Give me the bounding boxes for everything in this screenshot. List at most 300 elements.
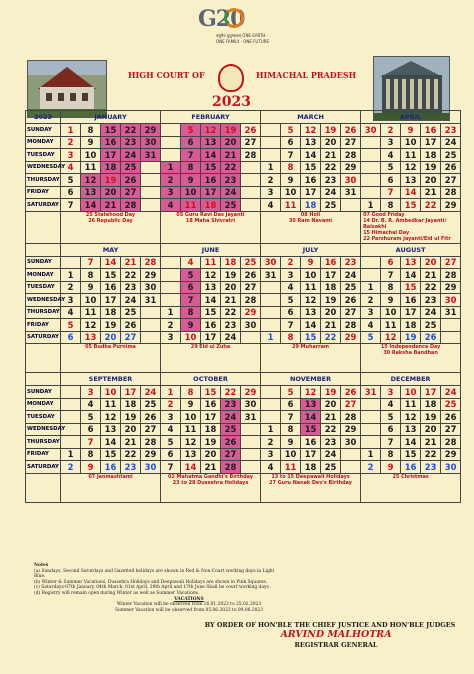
date-cell: 7 bbox=[281, 411, 301, 424]
date-cell: 1 bbox=[61, 448, 81, 461]
date-cell: 13 bbox=[401, 423, 421, 436]
date-cell: 6 bbox=[81, 423, 101, 436]
date-cell: 25 bbox=[221, 423, 241, 436]
date-cell: 19 bbox=[421, 161, 441, 174]
date-cell: 24 bbox=[121, 294, 141, 307]
date-cell: 29 bbox=[441, 281, 461, 294]
note-line: (a) Sundays, Second Saturdays and Gazetted holidays are shown in Red & Non-Court working days in Light Blue. bbox=[34, 568, 275, 580]
date-cell: 15 bbox=[401, 199, 421, 212]
date-cell: 23 bbox=[221, 398, 241, 411]
date-cell: 27 bbox=[441, 174, 461, 187]
date-cell: 10 bbox=[281, 186, 301, 199]
date-cell: 2 bbox=[61, 136, 81, 149]
date-cell: 19 bbox=[121, 411, 141, 424]
date-cell: 7 bbox=[181, 149, 201, 162]
week-day-row bbox=[26, 256, 461, 269]
date-cell: 9 bbox=[281, 174, 301, 187]
holiday-item: 22 Parshuram Jayanti/Eid ul Fitr bbox=[363, 236, 451, 243]
date-cell: 19 bbox=[321, 124, 341, 137]
date-cell: 1 bbox=[361, 281, 381, 294]
note-line: (c) Saturdays-07th January, 04th March, 01st April, 29th April and 17th June Shall be court working days . bbox=[34, 585, 272, 591]
date-cell: 19 bbox=[421, 411, 441, 424]
date-cell: 8 bbox=[81, 124, 101, 137]
date-cell: 5 bbox=[181, 269, 201, 282]
date-cell: 25 bbox=[121, 161, 141, 174]
date-cell: 5 bbox=[381, 161, 401, 174]
day-label: SUNDAY bbox=[26, 124, 61, 137]
date-cell: 13 bbox=[81, 331, 101, 344]
date-cell: 21 bbox=[201, 461, 221, 474]
holiday-item: 08 Holi bbox=[300, 211, 321, 218]
notes-title: Notes bbox=[34, 563, 49, 568]
date-cell: 22 bbox=[121, 269, 141, 282]
date-cell: 20 bbox=[201, 448, 221, 461]
date-cell: 12 bbox=[201, 269, 221, 282]
date-cell: 14 bbox=[401, 186, 421, 199]
calendar-year: 2023 bbox=[212, 94, 251, 110]
date-cell: 10 bbox=[281, 448, 301, 461]
date-cell: 9 bbox=[301, 256, 321, 269]
day-label: SATURDAY bbox=[26, 199, 61, 212]
date-cell: 7 bbox=[81, 256, 101, 269]
date-cell: 24 bbox=[121, 149, 141, 162]
day-label: MONDAY bbox=[26, 398, 61, 411]
date-cell: 26 bbox=[441, 411, 461, 424]
month-name: MAY bbox=[61, 243, 161, 256]
date-cell: 28 bbox=[341, 319, 361, 332]
date-cell bbox=[161, 294, 181, 307]
date-cell: 23 bbox=[121, 461, 141, 474]
date-cell bbox=[361, 436, 381, 449]
month-name: DECEMBER bbox=[361, 373, 461, 386]
date-cell: 18 bbox=[201, 199, 221, 212]
date-cell: 26 bbox=[421, 331, 441, 344]
date-cell: 22 bbox=[121, 124, 141, 137]
date-cell: 26 bbox=[241, 124, 261, 137]
date-cell: 16 bbox=[401, 461, 421, 474]
date-cell: 26 bbox=[121, 174, 141, 187]
day-label: SUNDAY bbox=[26, 386, 61, 399]
day-label: MONDAY bbox=[26, 136, 61, 149]
week-day-row bbox=[26, 448, 461, 461]
date-cell: 25 bbox=[221, 199, 241, 212]
date-cell: 9 bbox=[81, 281, 101, 294]
date-cell: 2 bbox=[381, 124, 401, 137]
date-cell bbox=[441, 331, 461, 344]
day-label: SATURDAY bbox=[26, 461, 61, 474]
holiday-list bbox=[161, 473, 261, 502]
note-line: (d) Registry will remain open during Winter as well as Summer Vacations. bbox=[34, 590, 200, 596]
date-cell: 27 bbox=[141, 423, 161, 436]
date-cell: 5 bbox=[361, 331, 381, 344]
date-cell: 3 bbox=[361, 306, 381, 319]
date-cell bbox=[141, 319, 161, 332]
date-cell: 20 bbox=[221, 281, 241, 294]
date-cell: 20 bbox=[421, 174, 441, 187]
date-cell: 2 bbox=[161, 174, 181, 187]
date-cell: 28 bbox=[441, 269, 461, 282]
day-label: FRIDAY bbox=[26, 448, 61, 461]
date-cell: 15 bbox=[101, 448, 121, 461]
date-cell bbox=[61, 411, 81, 424]
court-title-right: HIMACHAL PRADESH bbox=[256, 70, 357, 80]
date-cell: 16 bbox=[101, 281, 121, 294]
holiday-row bbox=[26, 473, 461, 502]
date-cell bbox=[161, 124, 181, 137]
date-cell: 24 bbox=[421, 306, 441, 319]
day-label: TUESDAY bbox=[26, 149, 61, 162]
holiday-list bbox=[161, 211, 261, 243]
date-cell: 1 bbox=[161, 386, 181, 399]
date-cell: 11 bbox=[281, 461, 301, 474]
date-cell: 18 bbox=[401, 319, 421, 332]
holiday-item: 07 Janmashtami bbox=[88, 473, 133, 480]
month-name: JUNE bbox=[161, 243, 261, 256]
date-cell: 12 bbox=[301, 386, 321, 399]
date-cell: 6 bbox=[181, 281, 201, 294]
date-cell: 6 bbox=[281, 136, 301, 149]
week-day-row bbox=[26, 423, 461, 436]
date-cell: 5 bbox=[81, 411, 101, 424]
date-cell: 4 bbox=[281, 281, 301, 294]
date-cell: 5 bbox=[61, 174, 81, 187]
date-cell: 2 bbox=[281, 256, 301, 269]
date-cell: 3 bbox=[81, 386, 101, 399]
date-cell bbox=[361, 174, 381, 187]
date-cell: 8 bbox=[181, 386, 201, 399]
date-cell: 5 bbox=[381, 411, 401, 424]
date-cell bbox=[161, 136, 181, 149]
holiday-item: 18 Maha Shivratri bbox=[185, 217, 236, 224]
week-day-row bbox=[26, 398, 461, 411]
month-header-row bbox=[26, 243, 461, 256]
date-cell: 1 bbox=[61, 269, 81, 282]
date-cell: 8 bbox=[281, 161, 301, 174]
date-cell: 4 bbox=[261, 461, 281, 474]
date-cell: 29 bbox=[141, 448, 161, 461]
date-cell: 18 bbox=[421, 149, 441, 162]
date-cell: 7 bbox=[281, 149, 301, 162]
date-cell: 2 bbox=[261, 436, 281, 449]
date-cell: 14 bbox=[301, 149, 321, 162]
date-cell bbox=[161, 256, 181, 269]
date-cell: 15 bbox=[301, 331, 321, 344]
holiday-item: 14 Dr. B. R. Ambedkar Jayanti/ Baisakhi bbox=[363, 217, 447, 230]
earth-icon bbox=[224, 8, 244, 28]
month-name: AUGUST bbox=[361, 243, 461, 256]
date-cell: 21 bbox=[321, 319, 341, 332]
holiday-item: 02 Mahatma Gandhi's Birthday bbox=[168, 473, 253, 480]
date-cell: 28 bbox=[241, 149, 261, 162]
month-name: NOVEMBER bbox=[261, 373, 361, 386]
date-cell: 31 bbox=[261, 269, 281, 282]
date-cell: 28 bbox=[341, 411, 361, 424]
date-cell: 24 bbox=[441, 136, 461, 149]
date-cell: 20 bbox=[101, 331, 121, 344]
date-cell: 26 bbox=[121, 319, 141, 332]
date-cell: 25 bbox=[321, 461, 341, 474]
date-cell: 6 bbox=[61, 186, 81, 199]
date-cell: 8 bbox=[381, 281, 401, 294]
date-cell: 14 bbox=[181, 461, 201, 474]
date-cell: 23 bbox=[321, 174, 341, 187]
date-cell: 10 bbox=[81, 294, 101, 307]
date-cell: 13 bbox=[301, 398, 321, 411]
day-label: THURSDAY bbox=[26, 306, 61, 319]
corner-cell bbox=[26, 373, 61, 386]
date-cell: 6 bbox=[381, 423, 401, 436]
date-cell: 25 bbox=[421, 319, 441, 332]
date-cell: 17 bbox=[401, 306, 421, 319]
date-cell: 12 bbox=[401, 161, 421, 174]
date-cell: 1 bbox=[261, 161, 281, 174]
date-cell bbox=[241, 161, 261, 174]
date-cell: 9 bbox=[81, 461, 101, 474]
date-cell: 29 bbox=[341, 331, 361, 344]
date-cell bbox=[261, 149, 281, 162]
date-cell: 15 bbox=[101, 124, 121, 137]
date-cell: 16 bbox=[201, 398, 221, 411]
date-cell: 6 bbox=[181, 136, 201, 149]
date-cell: 8 bbox=[81, 269, 101, 282]
week-day-row bbox=[26, 461, 461, 474]
month-header-row bbox=[26, 111, 461, 124]
date-cell bbox=[241, 174, 261, 187]
date-cell: 29 bbox=[441, 448, 461, 461]
date-cell: 14 bbox=[401, 269, 421, 282]
date-cell: 15 bbox=[201, 306, 221, 319]
holiday-item: 26 Republic Day bbox=[88, 217, 133, 224]
date-cell bbox=[361, 136, 381, 149]
date-cell: 14 bbox=[101, 436, 121, 449]
date-cell: 11 bbox=[181, 199, 201, 212]
date-cell: 18 bbox=[301, 199, 321, 212]
week-day-row bbox=[26, 331, 461, 344]
date-cell: 1 bbox=[261, 423, 281, 436]
date-cell: 8 bbox=[281, 331, 301, 344]
date-cell bbox=[261, 386, 281, 399]
week-day-row bbox=[26, 199, 461, 212]
date-cell: 31 bbox=[241, 411, 261, 424]
date-cell: 3 bbox=[161, 331, 181, 344]
date-cell: 30 bbox=[441, 294, 461, 307]
holiday-list bbox=[361, 211, 461, 243]
date-cell: 7 bbox=[181, 294, 201, 307]
date-cell: 24 bbox=[221, 331, 241, 344]
date-cell: 15 bbox=[401, 448, 421, 461]
week-day-row bbox=[26, 386, 461, 399]
date-cell: 17 bbox=[101, 294, 121, 307]
date-cell: 13 bbox=[101, 423, 121, 436]
date-cell: 14 bbox=[301, 411, 321, 424]
date-cell bbox=[361, 149, 381, 162]
date-cell: 30 bbox=[261, 256, 281, 269]
date-cell: 8 bbox=[381, 199, 401, 212]
date-cell: 15 bbox=[201, 161, 221, 174]
date-cell: 20 bbox=[321, 136, 341, 149]
date-cell: 22 bbox=[221, 386, 241, 399]
date-cell: 4 bbox=[381, 149, 401, 162]
date-cell: 30 bbox=[141, 461, 161, 474]
date-cell bbox=[61, 436, 81, 449]
date-cell: 10 bbox=[401, 386, 421, 399]
date-cell: 19 bbox=[101, 174, 121, 187]
date-cell: 15 bbox=[301, 161, 321, 174]
date-cell: 30 bbox=[141, 136, 161, 149]
date-cell: 16 bbox=[101, 461, 121, 474]
date-cell: 30 bbox=[341, 436, 361, 449]
date-cell: 23 bbox=[221, 174, 241, 187]
date-cell bbox=[141, 161, 161, 174]
holiday-spacer bbox=[26, 473, 61, 502]
date-cell: 28 bbox=[241, 294, 261, 307]
date-cell: 10 bbox=[101, 386, 121, 399]
month-name: OCTOBER bbox=[161, 373, 261, 386]
date-cell: 27 bbox=[341, 398, 361, 411]
date-cell: 3 bbox=[161, 186, 181, 199]
date-cell: 12 bbox=[81, 319, 101, 332]
date-cell: 18 bbox=[121, 398, 141, 411]
day-label: TUESDAY bbox=[26, 281, 61, 294]
date-cell bbox=[61, 256, 81, 269]
date-cell: 13 bbox=[201, 281, 221, 294]
date-cell: 8 bbox=[81, 448, 101, 461]
week-day-row bbox=[26, 306, 461, 319]
date-cell bbox=[141, 199, 161, 212]
date-cell: 19 bbox=[201, 436, 221, 449]
holiday-list bbox=[261, 344, 361, 373]
date-cell: 8 bbox=[181, 161, 201, 174]
date-cell: 6 bbox=[281, 306, 301, 319]
date-cell: 11 bbox=[281, 199, 301, 212]
date-cell: 26 bbox=[341, 294, 361, 307]
date-cell: 13 bbox=[301, 306, 321, 319]
date-cell: 30 bbox=[361, 124, 381, 137]
date-cell bbox=[361, 423, 381, 436]
month-name: FEBRUARY bbox=[161, 111, 261, 124]
holiday-row bbox=[26, 211, 461, 243]
note-line: (b) Winter & Summer Vacations, Dussehra Holidays and Deepawali Holidays are shown in Pink Squares. bbox=[34, 579, 268, 585]
date-cell: 26 bbox=[341, 386, 361, 399]
date-cell: 24 bbox=[321, 186, 341, 199]
date-cell: 25 bbox=[321, 199, 341, 212]
date-cell: 23 bbox=[321, 436, 341, 449]
date-cell: 26 bbox=[341, 124, 361, 137]
date-cell: 27 bbox=[221, 448, 241, 461]
day-label: SATURDAY bbox=[26, 331, 61, 344]
court-emblem-icon bbox=[218, 64, 244, 92]
date-cell: 21 bbox=[421, 269, 441, 282]
date-cell: 1 bbox=[361, 199, 381, 212]
date-cell: 20 bbox=[321, 306, 341, 319]
date-cell bbox=[341, 461, 361, 474]
date-cell: 2 bbox=[61, 461, 81, 474]
date-cell: 16 bbox=[101, 136, 121, 149]
date-cell: 25 bbox=[121, 306, 141, 319]
date-cell: 23 bbox=[421, 461, 441, 474]
date-cell: 16 bbox=[321, 256, 341, 269]
date-cell: 17 bbox=[301, 186, 321, 199]
date-cell bbox=[161, 149, 181, 162]
date-cell bbox=[241, 461, 261, 474]
date-cell: 2 bbox=[361, 461, 381, 474]
date-cell: 26 bbox=[441, 161, 461, 174]
holiday-item: 30 Raksha Bandhan bbox=[383, 350, 438, 357]
date-cell bbox=[361, 269, 381, 282]
date-cell: 4 bbox=[381, 398, 401, 411]
date-cell: 30 bbox=[441, 461, 461, 474]
date-cell bbox=[241, 199, 261, 212]
week-day-row bbox=[26, 149, 461, 162]
day-label: WEDNESDAY bbox=[26, 423, 61, 436]
date-cell: 22 bbox=[321, 423, 341, 436]
holiday-spacer bbox=[26, 344, 61, 373]
date-cell: 10 bbox=[301, 269, 321, 282]
date-cell: 2 bbox=[161, 398, 181, 411]
date-cell: 14 bbox=[81, 199, 101, 212]
date-cell: 13 bbox=[181, 448, 201, 461]
date-cell: 21 bbox=[121, 436, 141, 449]
date-cell: 16 bbox=[301, 436, 321, 449]
date-cell: 11 bbox=[101, 398, 121, 411]
date-cell: 28 bbox=[441, 186, 461, 199]
day-label: FRIDAY bbox=[26, 186, 61, 199]
day-label: SUNDAY bbox=[26, 256, 61, 269]
date-cell: 9 bbox=[381, 294, 401, 307]
date-cell: 31 bbox=[341, 186, 361, 199]
date-cell: 21 bbox=[321, 411, 341, 424]
corner-cell: 2023 bbox=[26, 111, 61, 124]
date-cell: 17 bbox=[421, 136, 441, 149]
summer-vacation: Summer Vacation will be observed from 05.06.2023 to 09.06.2023 bbox=[114, 607, 264, 613]
date-cell bbox=[261, 294, 281, 307]
date-cell: 7 bbox=[61, 199, 81, 212]
holiday-list bbox=[61, 211, 161, 243]
holiday-item: 05 Budha Purnima bbox=[85, 344, 136, 351]
date-cell: 27 bbox=[341, 136, 361, 149]
date-cell: 1 bbox=[261, 331, 281, 344]
date-cell: 20 bbox=[221, 136, 241, 149]
date-cell: 21 bbox=[421, 436, 441, 449]
month-name: APRIL bbox=[361, 111, 461, 124]
holiday-item: 25 Statehood Day bbox=[85, 211, 136, 218]
month-header-row bbox=[26, 373, 461, 386]
corner-cell bbox=[26, 243, 61, 256]
date-cell bbox=[261, 136, 281, 149]
date-cell: 28 bbox=[221, 461, 241, 474]
date-cell: 17 bbox=[101, 149, 121, 162]
date-cell: 4 bbox=[81, 398, 101, 411]
date-cell: 22 bbox=[221, 306, 241, 319]
date-cell: 5 bbox=[281, 294, 301, 307]
date-cell: 22 bbox=[421, 448, 441, 461]
date-cell: 3 bbox=[61, 294, 81, 307]
date-cell: 27 bbox=[341, 306, 361, 319]
date-cell: 20 bbox=[321, 398, 341, 411]
date-cell: 9 bbox=[181, 398, 201, 411]
date-cell: 25 bbox=[241, 256, 261, 269]
month-name: JULY bbox=[261, 243, 361, 256]
date-cell bbox=[141, 186, 161, 199]
date-cell: 24 bbox=[441, 386, 461, 399]
date-cell: 7 bbox=[161, 461, 181, 474]
day-label: THURSDAY bbox=[26, 436, 61, 449]
date-cell: 31 bbox=[361, 386, 381, 399]
date-cell: 30 bbox=[341, 174, 361, 187]
court-title-left: HIGH COURT OF bbox=[128, 70, 205, 80]
holiday-list bbox=[361, 473, 461, 502]
week-day-row bbox=[26, 161, 461, 174]
